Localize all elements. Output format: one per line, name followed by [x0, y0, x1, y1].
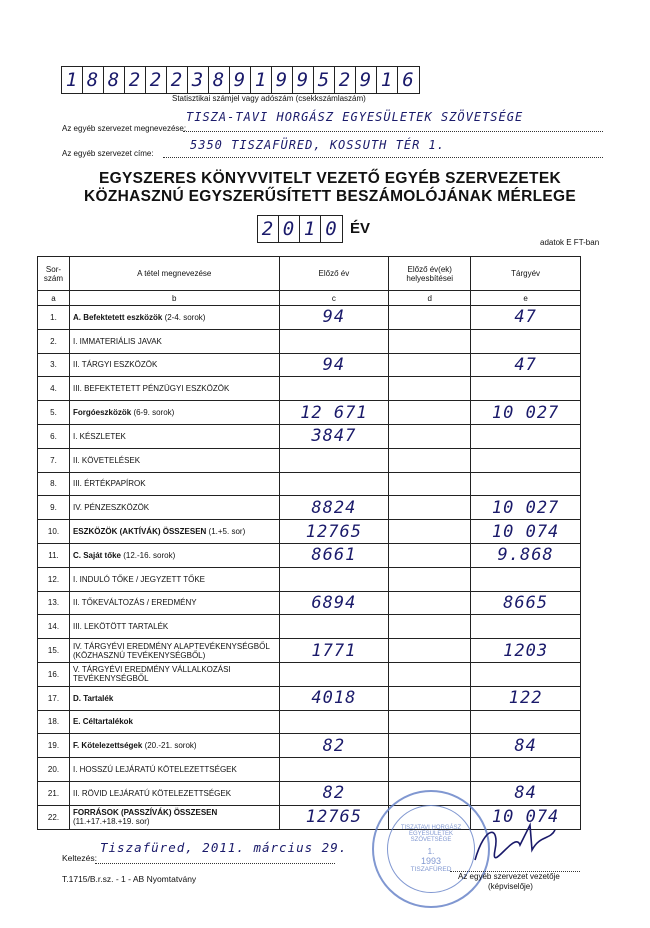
stamp-text: TISZATAVI HORGÁSZ EGYESÜLETEK SZÖVETSÉGE — [400, 825, 462, 843]
org-name-label: Az egyéb szervezet megnevezése: — [62, 124, 187, 133]
row-correction — [389, 543, 471, 567]
tax-number-boxes — [61, 66, 420, 94]
row-number: 3. — [38, 353, 70, 377]
row-number: 13. — [38, 591, 70, 615]
row-name-cell — [69, 377, 279, 401]
table-row — [38, 734, 581, 758]
letter-c: c — [279, 291, 389, 306]
row-current-value — [471, 758, 581, 782]
form-title — [60, 170, 600, 206]
row-name: III. LEKÖTÖTT TARTALÉK — [72, 622, 169, 632]
row-correction — [389, 401, 471, 425]
row-number: 12. — [38, 567, 70, 591]
tax-digit: 3 — [188, 67, 209, 93]
row-correction — [389, 448, 471, 472]
row-name-cell — [69, 448, 279, 472]
row-note: (12.-16. sorok) — [123, 550, 176, 560]
year-digit: 0 — [325, 218, 338, 240]
org-address-value: 5350 TISZAFÜRED, KOSSUTH TÉR 1. — [190, 138, 445, 152]
tax-digit: 8 — [209, 67, 230, 93]
row-prev-value — [279, 615, 389, 639]
tax-digit: 1 — [251, 67, 272, 93]
table-row — [38, 543, 581, 567]
tax-digit: 8 — [104, 67, 125, 93]
table-row — [38, 758, 581, 782]
letter-a: a — [38, 291, 70, 306]
tax-digit: 6 — [402, 69, 415, 91]
row-name-cell — [69, 758, 279, 782]
row-name-cell — [69, 781, 279, 805]
row-correction — [389, 424, 471, 448]
units-label: adatok E FT-ban — [540, 238, 600, 247]
table-header-row — [38, 257, 581, 291]
row-correction — [389, 758, 471, 782]
row-name: A. Befektetett eszközök — [72, 312, 163, 322]
row-note: (2-4. sorok) — [164, 312, 206, 322]
table-row — [38, 472, 581, 496]
header-prev: Előző év — [279, 257, 389, 291]
tax-digit: 8 — [83, 67, 104, 93]
row-prev-value — [279, 567, 389, 591]
row-correction — [389, 377, 471, 401]
row-prev-value — [279, 377, 389, 401]
table-row — [38, 496, 581, 520]
tax-number-label: Statisztikai számjel vagy adószám (csekkszámlaszám) — [172, 94, 366, 103]
row-prev-value: 12765 — [279, 805, 389, 829]
date-line — [95, 862, 335, 864]
row-note: (11.+17.+18.+19. sor) — [72, 817, 150, 827]
row-number: 6. — [38, 424, 70, 448]
row-current-value — [471, 615, 581, 639]
row-current-value: 47 — [471, 306, 581, 330]
row-prev-value — [279, 448, 389, 472]
row-number: 4. — [38, 377, 70, 401]
row-current-value: 10 074 — [471, 805, 581, 829]
table-row — [38, 639, 581, 663]
table-row — [38, 329, 581, 353]
header-num: Sor- szám — [38, 257, 70, 291]
row-prev-value: 12 671 — [279, 401, 389, 425]
row-number: 15. — [38, 639, 70, 663]
row-current-value — [471, 424, 581, 448]
row-name: FORRÁSOK (PASSZÍVÁK) ÖSSZESEN — [72, 808, 218, 818]
tax-digit: 2 — [167, 67, 188, 93]
tax-digit: 1 — [62, 67, 83, 93]
row-name: IV. PÉNZESZKÖZÖK — [72, 503, 150, 513]
table-row — [38, 520, 581, 544]
table-row — [38, 781, 581, 805]
date-value: Tiszafüred, 2011. március 29. — [100, 840, 348, 855]
row-correction — [389, 353, 471, 377]
header-name: A tétel megnevezése — [69, 257, 279, 291]
row-current-value — [471, 567, 581, 591]
row-prev-value: 1771 — [279, 639, 389, 663]
tax-digit: 9 — [272, 67, 293, 93]
row-note: (6-9. sorok) — [133, 408, 175, 418]
date-label: Keltezés: — [62, 853, 97, 863]
row-current-value — [471, 472, 581, 496]
row-name-cell — [69, 496, 279, 520]
row-prev-value: 94 — [279, 353, 389, 377]
table-row — [38, 615, 581, 639]
row-name: E. Céltartalékok — [72, 717, 133, 727]
stamp-mark: 1. — [427, 847, 435, 856]
row-name: I. INDULÓ TŐKE / JEGYZETT TŐKE — [72, 574, 205, 584]
row-number: 9. — [38, 496, 70, 520]
signature-icon — [470, 820, 560, 865]
table-row — [38, 353, 581, 377]
row-name: I. IMMATERIÁLIS JAVAK — [72, 336, 162, 346]
tax-digit: 9 — [230, 67, 251, 93]
table-row — [38, 377, 581, 401]
row-name: II. RÖVID LEJÁRATÚ KÖTELEZETTSÉGEK — [72, 788, 232, 798]
row-prev-value — [279, 662, 389, 686]
year-digit: 0 — [279, 216, 300, 242]
year-digit: 1 — [300, 216, 321, 242]
row-current-value — [471, 377, 581, 401]
row-number: 17. — [38, 686, 70, 710]
tax-digit: 2 — [146, 67, 167, 93]
stamp-city: TISZAFÜRED — [410, 866, 452, 873]
row-note: (20.-21. sorok) — [144, 741, 197, 751]
row-name-cell — [69, 543, 279, 567]
year-boxes — [257, 215, 343, 243]
row-current-value — [471, 448, 581, 472]
row-name-cell — [69, 734, 279, 758]
table-row — [38, 306, 581, 330]
row-correction — [389, 567, 471, 591]
row-name-cell — [69, 615, 279, 639]
row-current-value: 10 074 — [471, 520, 581, 544]
row-name: C. Saját tőke — [72, 550, 121, 560]
tax-digit: 1 — [377, 67, 398, 93]
row-prev-value: 8661 — [279, 543, 389, 567]
row-name: Forgóeszközök — [72, 408, 132, 418]
stamp-year: 1993 — [420, 856, 442, 866]
row-number: 7. — [38, 448, 70, 472]
tax-digit: 5 — [314, 67, 335, 93]
row-current-value: 10 027 — [471, 496, 581, 520]
row-correction — [389, 496, 471, 520]
row-name-cell — [69, 639, 279, 663]
year-digit: 2 — [258, 216, 279, 242]
row-number: 18. — [38, 710, 70, 734]
tax-digit: 2 — [125, 67, 146, 93]
row-current-value: 47 — [471, 353, 581, 377]
row-current-value: 84 — [471, 734, 581, 758]
row-number: 11. — [38, 543, 70, 567]
org-address-line — [163, 156, 603, 158]
row-name: F. Kötelezettségek — [72, 741, 143, 751]
table-letter-row — [38, 291, 581, 306]
org-name-line — [183, 130, 603, 132]
row-name-cell — [69, 710, 279, 734]
row-name-cell — [69, 686, 279, 710]
row-prev-value: 82 — [279, 781, 389, 805]
table-row — [38, 567, 581, 591]
title-line-2: KÖZHASZNÚ EGYSZERŰSÍTETT BESZÁMOLÓJÁNAK MÉRLEGE — [83, 188, 577, 205]
row-correction — [389, 615, 471, 639]
row-number: 1. — [38, 306, 70, 330]
row-name: IV. TÁRGYÉVI EREDMÉNY ALAPTEVÉKENYSÉGBŐL (KÖZHASZNÚ TEVÉKENYSÉGBŐL) — [72, 641, 270, 660]
row-prev-value: 12765 — [279, 520, 389, 544]
header-corr: Előző év(ek) helyesbítései — [389, 257, 471, 291]
row-correction — [389, 329, 471, 353]
row-name-cell — [69, 329, 279, 353]
row-correction — [389, 734, 471, 758]
row-number: 22. — [38, 805, 70, 829]
row-number: 14. — [38, 615, 70, 639]
row-number: 2. — [38, 329, 70, 353]
row-name-cell — [69, 472, 279, 496]
row-name-cell — [69, 591, 279, 615]
row-name: ESZKÖZÖK (AKTÍVÁK) ÖSSZESEN — [72, 527, 207, 537]
row-note: (1.+5. sor) — [208, 527, 246, 537]
row-prev-value: 82 — [279, 734, 389, 758]
row-name-cell — [69, 353, 279, 377]
row-name: I. HOSSZÚ LEJÁRATÚ KÖTELEZETTSÉGEK — [72, 765, 237, 775]
table-row — [38, 710, 581, 734]
table-row — [38, 424, 581, 448]
row-name: I. KÉSZLETEK — [72, 431, 126, 441]
table-row — [38, 401, 581, 425]
row-number: 5. — [38, 401, 70, 425]
tax-digit: 9 — [356, 67, 377, 93]
row-name-cell — [69, 401, 279, 425]
org-name-value: TISZA-TAVI HORGÁSZ EGYESÜLETEK SZÖVETSÉGE — [186, 110, 524, 124]
row-prev-value: 6894 — [279, 591, 389, 615]
row-name-cell — [69, 520, 279, 544]
tax-digit: 9 — [293, 67, 314, 93]
row-prev-value: 94 — [279, 306, 389, 330]
row-name: II. KÖVETELÉSEK — [72, 455, 141, 465]
row-name-cell — [69, 306, 279, 330]
year-suffix: ÉV — [350, 220, 371, 237]
row-name: V. TÁRGYÉVI EREDMÉNY VÁLLALKOZÁSI TEVÉKENYSÉGBŐL — [72, 665, 231, 684]
row-number: 19. — [38, 734, 70, 758]
row-number: 8. — [38, 472, 70, 496]
title-line-1: EGYSZERES KÖNYVVITELT VEZETŐ EGYÉB SZERVEZETEK — [99, 170, 561, 187]
org-address-label: Az egyéb szervezet címe: — [62, 149, 154, 158]
row-name: D. Tartalék — [72, 693, 114, 703]
row-current-value — [471, 662, 581, 686]
row-number: 10. — [38, 520, 70, 544]
row-prev-value: 4018 — [279, 686, 389, 710]
row-current-value: 122 — [471, 686, 581, 710]
tax-digit: 2 — [335, 67, 356, 93]
row-correction — [389, 472, 471, 496]
row-number: 16. — [38, 662, 70, 686]
row-number: 21. — [38, 781, 70, 805]
header-cur: Tárgyév — [471, 257, 581, 291]
row-name-cell — [69, 567, 279, 591]
signer-sub: (képviselője) — [488, 882, 533, 891]
row-current-value: 9.868 — [471, 543, 581, 567]
row-correction — [389, 591, 471, 615]
row-correction — [389, 306, 471, 330]
row-current-value: 8665 — [471, 591, 581, 615]
row-correction — [389, 639, 471, 663]
letter-b: b — [69, 291, 279, 306]
row-correction — [389, 662, 471, 686]
table-row — [38, 591, 581, 615]
form-code: T.1715/B.r.sz. - 1 - AB Nyomtatvány — [62, 874, 197, 884]
row-correction — [389, 686, 471, 710]
row-name-cell — [69, 662, 279, 686]
table-row — [38, 686, 581, 710]
row-name: II. TŐKEVÁLTOZÁS / EREDMÉNY — [72, 598, 197, 608]
row-prev-value — [279, 758, 389, 782]
row-name: III. ÉRTÉKPAPÍROK — [72, 479, 146, 489]
row-prev-value — [279, 472, 389, 496]
row-name: III. BEFEKTETETT PÉNZÜGYI ESZKÖZÖK — [72, 384, 230, 394]
row-prev-value: 3847 — [279, 424, 389, 448]
row-current-value: 10 027 — [471, 401, 581, 425]
row-name: II. TÁRGYI ESZKÖZÖK — [72, 360, 158, 370]
table-row — [38, 448, 581, 472]
letter-e: e — [471, 291, 581, 306]
row-name-cell — [69, 805, 279, 829]
table-row — [38, 662, 581, 686]
row-correction — [389, 520, 471, 544]
row-correction — [389, 710, 471, 734]
letter-d: d — [389, 291, 471, 306]
row-name-cell — [69, 424, 279, 448]
row-current-value: 1203 — [471, 639, 581, 663]
row-prev-value — [279, 329, 389, 353]
row-prev-value — [279, 710, 389, 734]
row-current-value — [471, 710, 581, 734]
signer-label: Az egyéb szervezet vezetője — [458, 872, 560, 881]
row-current-value — [471, 329, 581, 353]
row-number: 20. — [38, 758, 70, 782]
row-prev-value: 8824 — [279, 496, 389, 520]
balance-sheet-table — [37, 256, 581, 830]
row-current-value: 84 — [471, 781, 581, 805]
